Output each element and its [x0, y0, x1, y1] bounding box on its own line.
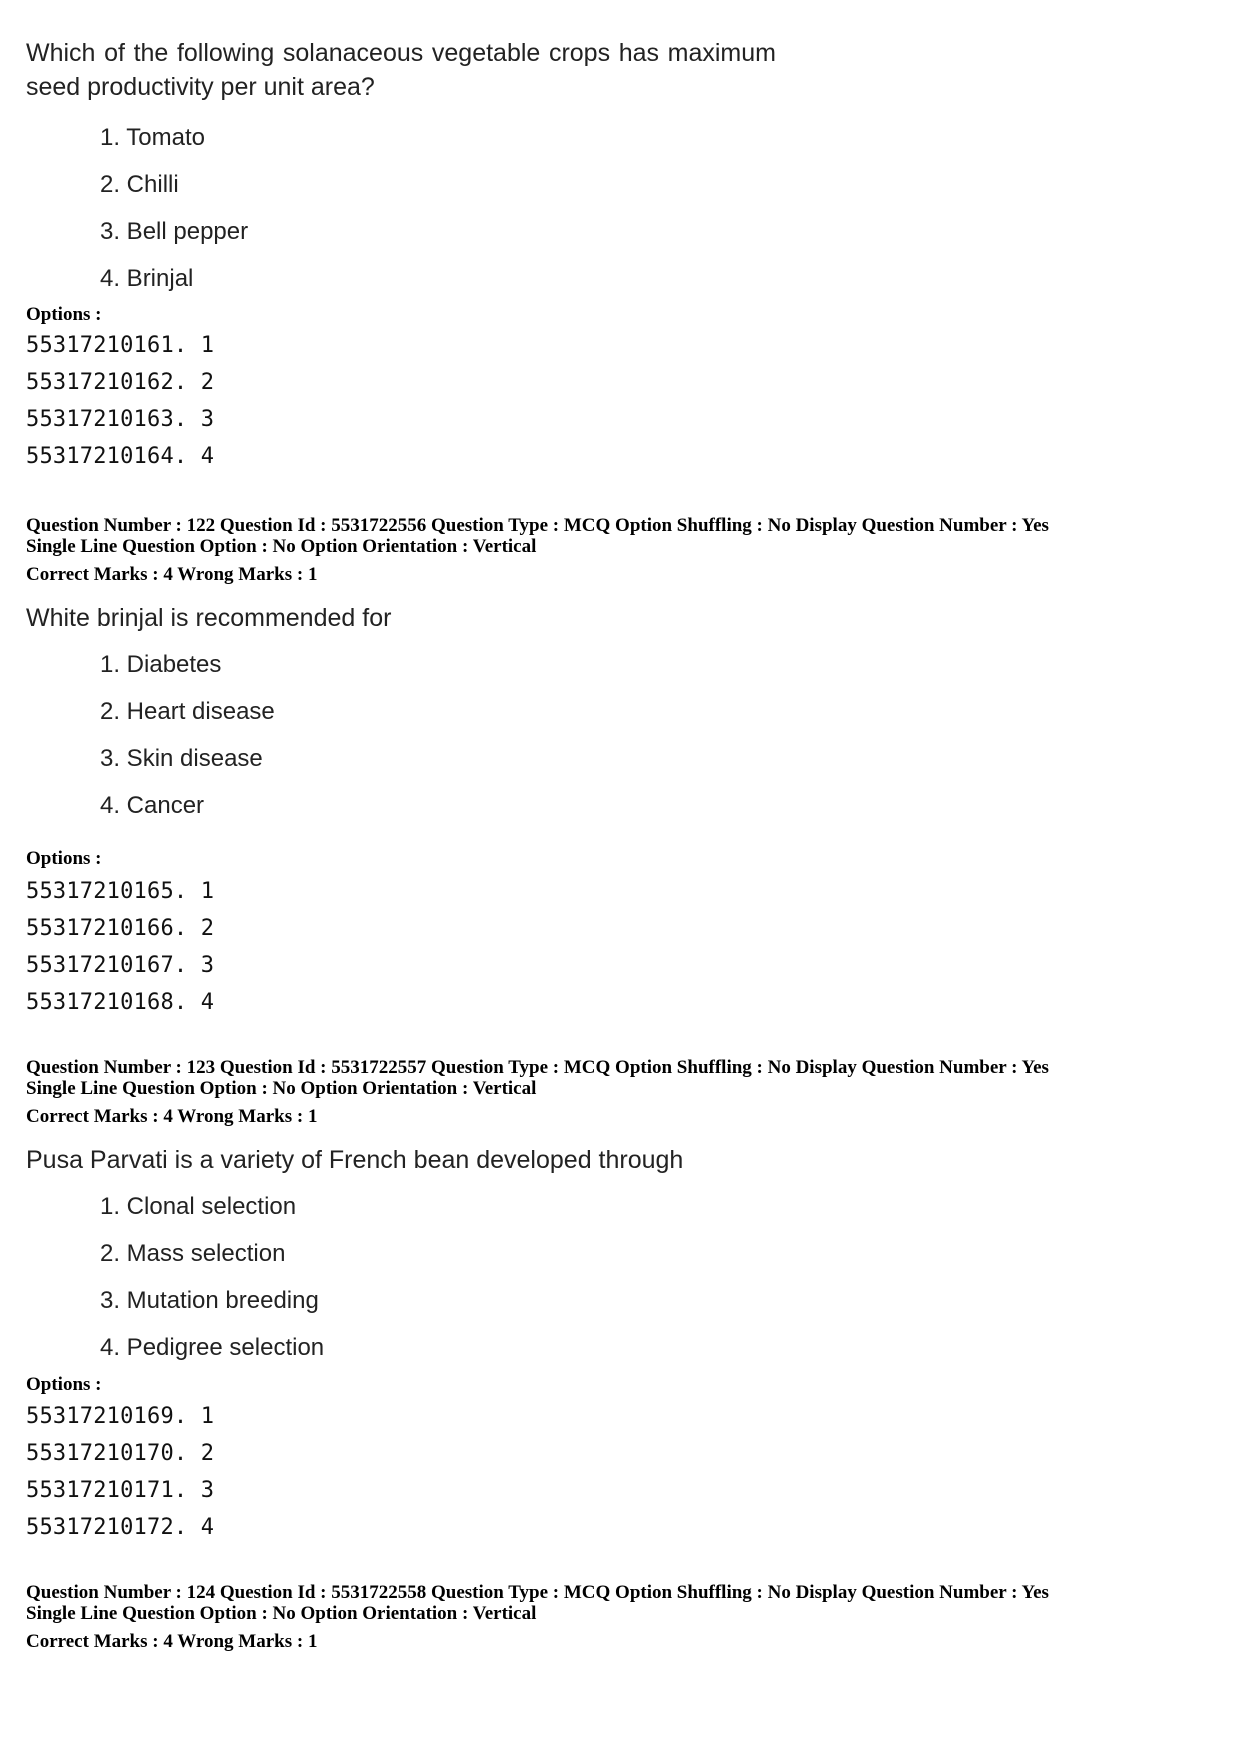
question-121-image: [26, 36, 776, 302]
option-item: 55317210162. 2: [26, 370, 215, 395]
options-list: [26, 873, 214, 1021]
question-choice: 3. Skin disease: [100, 745, 263, 772]
question-text: White brinjal is recommended for: [26, 604, 392, 632]
options-label: Options :: [26, 1374, 102, 1395]
option-item: 55317210167. 3: [26, 953, 215, 978]
question-choice: 2. Chilli: [100, 171, 179, 198]
question-choice: 4. Brinjal: [100, 265, 194, 292]
option-item: 55317210171. 3: [26, 1478, 215, 1503]
question-choice: 1. Tomato: [100, 124, 205, 151]
question-choice: 1. Diabetes: [100, 651, 222, 678]
option-item: 55317210166. 2: [26, 916, 215, 941]
option-item: 55317210170. 2: [26, 1441, 215, 1466]
question-meta-line: Question Number : 123 Question Id : 5531722557 Question Type : MCQ Option Shuffling : No Display Question Number : Yes: [26, 1057, 1049, 1078]
question-choice: 2. Heart disease: [100, 698, 275, 725]
question-text: Which of the following solanaceous vegetable crops has maximum seed productivity per unit area?: [26, 39, 776, 101]
option-item: 55317210172. 4: [26, 1515, 215, 1540]
options-label: Options :: [26, 848, 102, 869]
question-122-image: [26, 601, 391, 829]
marks-line: Correct Marks : 4 Wrong Marks : 1: [26, 564, 318, 585]
options-label: Options :: [26, 304, 102, 325]
question-choice: 4. Pedigree selection: [100, 1334, 325, 1361]
question-choice: 3. Mutation breeding: [100, 1287, 319, 1314]
marks-line: Correct Marks : 4 Wrong Marks : 1: [26, 1106, 318, 1127]
question-choice: 1. Clonal selection: [100, 1193, 297, 1220]
option-item: 55317210163. 3: [26, 407, 215, 432]
option-item: 55317210168. 4: [26, 990, 215, 1015]
option-item: 55317210161. 1: [26, 333, 215, 358]
question-choice: 2. Mass selection: [100, 1240, 286, 1267]
option-item: 55317210165. 1: [26, 879, 215, 904]
options-list: [26, 1398, 214, 1546]
question-meta-line: Single Line Question Option : No Option Orientation : Vertical: [26, 1603, 537, 1624]
option-item: 55317210164. 4: [26, 444, 215, 469]
question-choice: 4. Cancer: [100, 792, 205, 819]
options-list: [26, 327, 214, 475]
question-text: Pusa Parvati is a variety of French bean developed through: [26, 1146, 684, 1174]
question-123-image: [26, 1143, 683, 1371]
marks-line: Correct Marks : 4 Wrong Marks : 1: [26, 1631, 318, 1652]
option-item: 55317210169. 1: [26, 1404, 215, 1429]
question-choice: 3. Bell pepper: [100, 218, 249, 245]
question-meta-line: Single Line Question Option : No Option Orientation : Vertical: [26, 536, 537, 557]
question-meta-line: Question Number : 122 Question Id : 5531722556 Question Type : MCQ Option Shuffling : No Display Question Number : Yes: [26, 515, 1049, 536]
question-meta-line: Question Number : 124 Question Id : 5531722558 Question Type : MCQ Option Shuffling : No Display Question Number : Yes: [26, 1582, 1049, 1603]
question-meta-line: Single Line Question Option : No Option Orientation : Vertical: [26, 1078, 537, 1099]
